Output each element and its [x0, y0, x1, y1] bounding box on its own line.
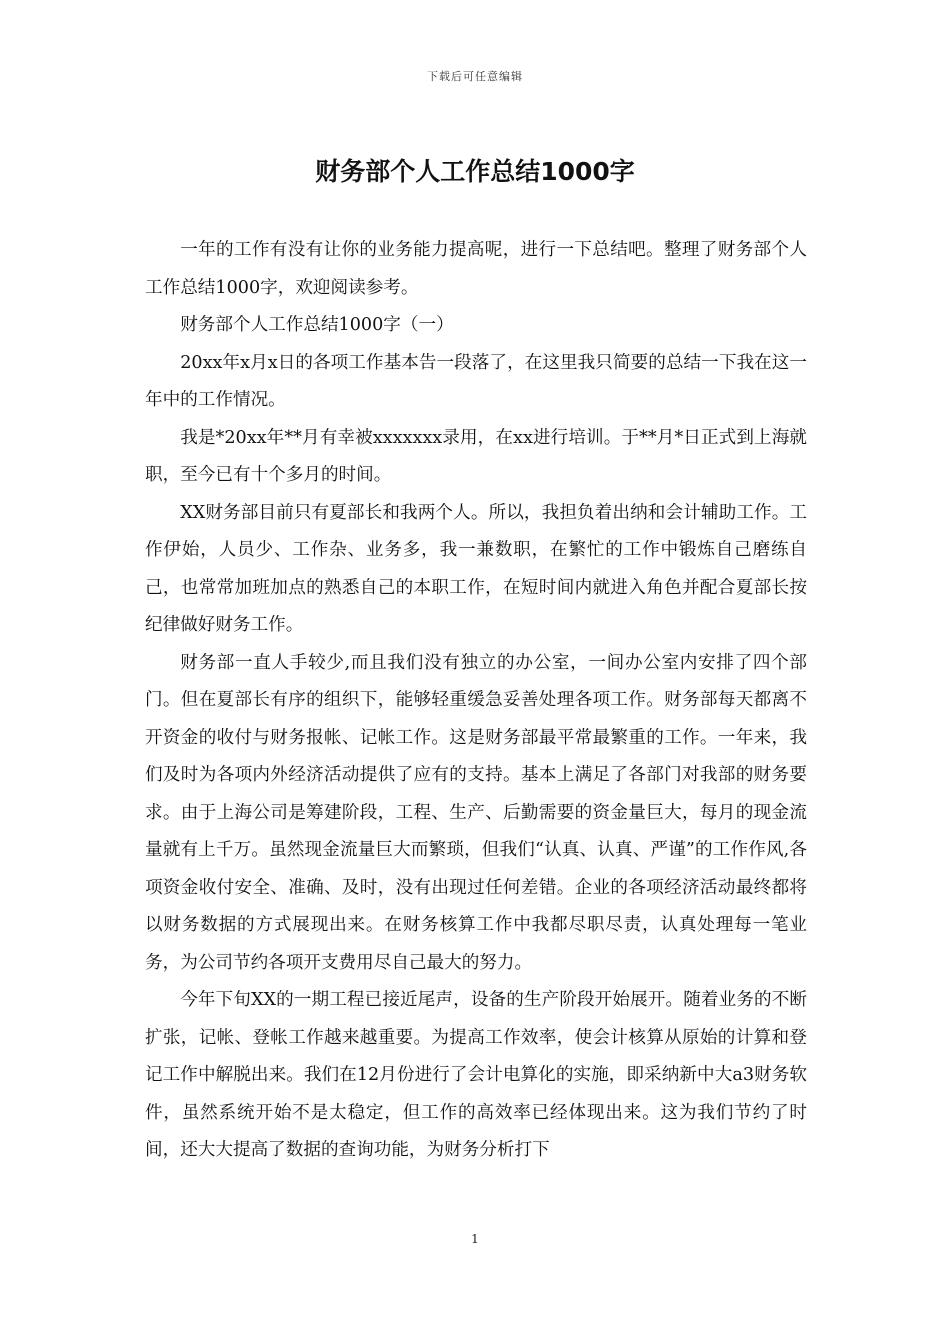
paragraph: 我是*20xx年**月有幸被xxxxxxx录用，在xx进行培训。于**月*日正式到上海就职，至今已有十个多月的时间。: [145, 427, 807, 485]
paragraph: 财务部一直人手较少,而且我们没有独立的办公室，一间办公室内安排了四个部门。但在夏部长有序的组织下，能够轻重缓急妥善处理各项工作。财务部每天都离不开资金的收付与财务报帐、记帐工作。这是财务部最平常最繁重的工作。一年来，我们及时为各项内外经济活动提供了应有的支持。基本上满足了各部门对我部的财务要求。由于上海公司是筹建阶段，工程、生产、后勤需要的资金量巨大，每月的现金流量就有上千万。虽然现金流量巨大而繁琐，但我们“认真、认真、严谨”的工作作风,各项资金收付安全、准确、及时，没有出现过任何差错。企业的各项经济活动最终都将以财务数据的方式展现出来。在财务核算工作中我都尽职尽责，认真处理每一笔业务，为公司节约各项开支费用尽自己最大的努力。: [145, 652, 807, 973]
paragraph-intro: 一年的工作有没有让你的业务能力提高呢，进行一下总结吧。整理了财务部个人工作总结1000字，欢迎阅读参考。: [145, 240, 807, 298]
document-title: 财务部个人工作总结1000字: [315, 157, 635, 186]
document-body: [145, 232, 807, 1170]
section-heading: 财务部个人工作总结1000字（一）: [180, 315, 454, 335]
header-note: 下载后可任意编辑: [427, 70, 523, 83]
paragraph: XX财务部目前只有夏部长和我两个人。所以，我担负着出纳和会计辅助工作。工作伊始，人员少、工作杂、业务多，我一兼数职，在繁忙的工作中锻炼自己磨练自己，也常常加班加点的熟悉自己的本职工作，在短时间内就进入角色并配合夏部长按纪律做好财务工作。: [145, 502, 807, 635]
page-number: 1: [471, 1232, 479, 1246]
paragraph: 20xx年x月x日的各项工作基本告一段落了，在这里我只简要的总结一下我在这一年中的工作情况。: [145, 352, 807, 410]
paragraph: 今年下旬XX的一期工程已接近尾声，设备的生产阶段开始展开。随着业务的不断扩张，记帐、登帐工作越来越重要。为提高工作效率，使会计核算从原始的计算和登记工作中解脱出来。我们在12月份进行了会计电算化的实施，即采纳新中大a3财务软件，虽然系统开始不是太稳定，但工作的高效率已经体现出来。这为我们节约了时间，还大大提高了数据的查询功能，为财务分析打下: [145, 990, 807, 1160]
